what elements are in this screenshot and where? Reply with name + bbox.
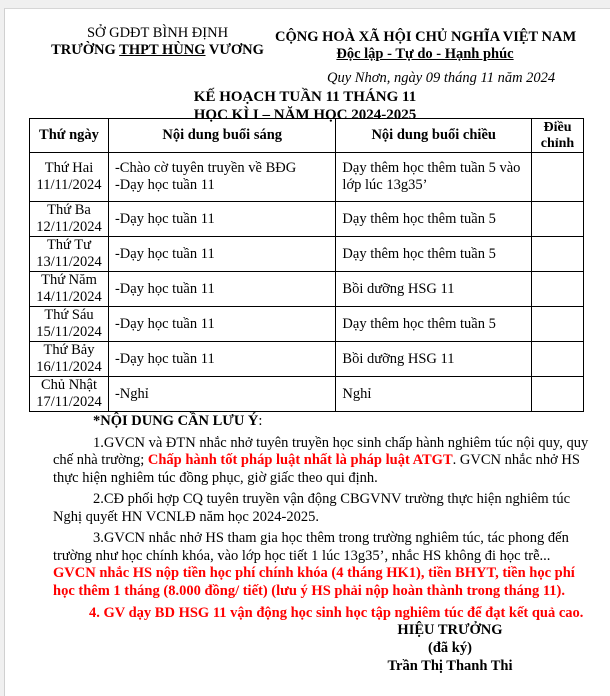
day-cell bbox=[30, 202, 109, 237]
signature-block bbox=[335, 621, 565, 675]
table-row bbox=[30, 377, 584, 412]
national-motto: Độc lập - Tự do - Hạnh phúc bbox=[336, 46, 514, 62]
afternoon-item: Dạy thêm học thêm tuần 5 vào bbox=[342, 160, 521, 176]
day-cell bbox=[30, 272, 109, 307]
school-name-text: TRƯỜNG THPT HÙNG VƯƠNG bbox=[51, 42, 264, 58]
morning-cell: -Dạy học tuần 11 bbox=[108, 272, 335, 307]
adjustment-cell bbox=[531, 272, 583, 307]
column-header-adjustment: Điều chỉnh bbox=[531, 119, 583, 153]
afternoon-cell: Dạy thêm học thêm tuần 5 bbox=[336, 237, 532, 272]
afternoon-cell: Dạy thêm học thêm tuần 5 bbox=[336, 202, 532, 237]
afternoon-cell: Bồi dưỡng HSG 11 bbox=[336, 342, 532, 377]
day-date: 17/11/2024 bbox=[36, 394, 102, 410]
note-1-highlight: Chấp hành tốt pháp luật nhất là pháp luật ATGT bbox=[147, 452, 453, 468]
day-name: Thứ Tư bbox=[46, 237, 91, 253]
plan-title-line1: KẾ HOẠCH TUẦN 11 THÁNG 11 bbox=[193, 89, 417, 105]
morning-cell: -Dạy học tuần 11 bbox=[108, 237, 335, 272]
morning-item: -Dạy học tuần 11 bbox=[114, 177, 215, 193]
day-name: Thứ Bảy bbox=[43, 342, 95, 358]
signature-status: (đã ký) bbox=[428, 640, 472, 656]
day-date: 12/11/2024 bbox=[36, 219, 102, 235]
agency-name: SỞ GDĐT BÌNH ĐỊNH bbox=[86, 25, 229, 41]
document-page bbox=[4, 8, 610, 696]
morning-cell: -Dạy học tuần 11 bbox=[108, 202, 335, 237]
day-cell bbox=[30, 377, 109, 412]
note-item-1 bbox=[53, 435, 593, 488]
day-date: 13/11/2024 bbox=[36, 254, 102, 270]
day-name: Chủ Nhật bbox=[40, 377, 97, 393]
day-name: Thứ Sáu bbox=[44, 307, 94, 323]
morning-cell: -Dạy học tuần 11 bbox=[108, 342, 335, 377]
school-name bbox=[5, 42, 310, 59]
notes-heading-text: *NỘI DUNG CẦN LƯU Ý bbox=[93, 413, 259, 429]
adjustment-cell bbox=[531, 307, 583, 342]
plan-title-line2: HỌC KÌ I – NĂM HỌC 2024-2025 bbox=[193, 107, 417, 123]
morning-item: -Chào cờ tuyên truyền về BĐG bbox=[114, 160, 297, 176]
adjustment-cell bbox=[531, 377, 583, 412]
note-item-4: 4. GV dạy BD HSG 11 vận động học sinh học tập nghiêm túc để đạt kết quả cao. bbox=[89, 605, 584, 621]
afternoon-cell bbox=[336, 153, 532, 202]
adjustment-cell bbox=[531, 342, 583, 377]
day-cell bbox=[30, 307, 109, 342]
morning-cell: -Dạy học tuần 11 bbox=[108, 307, 335, 342]
day-name: Thứ Hai bbox=[44, 160, 94, 176]
note-3-text: 3.GVCN nhắc nhở HS tham gia học thêm trong trường nghiêm túc, tác phong đến trường như học chính khóa, vào lớp học tiết 1 lúc 13g35’, nhắc HS không đi học trễ... bbox=[53, 530, 569, 564]
table-row bbox=[30, 202, 584, 237]
day-date: 16/11/2024 bbox=[36, 359, 102, 375]
morning-cell bbox=[108, 153, 335, 202]
table-row bbox=[30, 272, 584, 307]
signer-name: Trần Thị Thanh Thi bbox=[387, 658, 513, 674]
afternoon-cell: Nghỉ bbox=[336, 377, 532, 412]
note-1-text: 1.GVCN và ĐTN nhắc nhở tuyên truyền học sinh chấp hành nghiêm túc nội quy, quy chế nhà trường; bbox=[53, 434, 589, 468]
afternoon-item: lớp lúc 13g35’ bbox=[342, 177, 428, 193]
day-date: 15/11/2024 bbox=[36, 324, 102, 340]
adjustment-cell bbox=[531, 153, 583, 202]
notes-heading bbox=[53, 413, 593, 431]
note-1-text-after: . GVCN nhắc nhở HS thực hiện nghiêm túc đồng phục, giờ giấc theo qui định. bbox=[53, 452, 580, 486]
table-row bbox=[30, 342, 584, 377]
country-name: CỘNG HOÀ XÃ HỘI CHỦ NGHĨA VIỆT NAM bbox=[275, 29, 577, 45]
table-row bbox=[30, 153, 584, 202]
day-date: 14/11/2024 bbox=[36, 289, 102, 305]
notes-section bbox=[53, 413, 593, 623]
notes-heading-colon: : bbox=[258, 413, 263, 429]
note-item-3 bbox=[53, 530, 593, 600]
signer-role: HIỆU TRƯỞNG bbox=[397, 622, 503, 638]
table-row bbox=[30, 237, 584, 272]
place-date: Quy Nhơn, ngày 09 tháng 11 năm 2024 bbox=[327, 70, 556, 86]
day-cell bbox=[30, 342, 109, 377]
school-name-underlined: THPT HÙNG bbox=[119, 42, 206, 58]
column-header-afternoon: Nội dung buổi chiều bbox=[336, 119, 532, 153]
adjustment-cell bbox=[531, 202, 583, 237]
note-3-highlight: GVCN nhắc HS nộp tiền học phí chính khóa (4 tháng HK1), tiền BHYT, tiền học phí học thêm 1 tháng (8.000 đồng/ tiết) (lưu ý HS phải nộp hoàn thành trong tháng 11). bbox=[53, 565, 575, 599]
afternoon-cell: Bồi dưỡng HSG 11 bbox=[336, 272, 532, 307]
day-name: Thứ Năm bbox=[41, 272, 97, 288]
note-item-2: 2.CĐ phối hợp CQ tuyên truyền vận động CBGVNV trường thực hiện nghiêm túc Nghị quyết HN VCNLĐ năm học 2024-2025. bbox=[53, 491, 571, 525]
table-header-row bbox=[30, 119, 584, 153]
table-row bbox=[30, 307, 584, 342]
morning-cell: -Nghỉ bbox=[108, 377, 335, 412]
column-header-day: Thứ ngày bbox=[30, 119, 109, 153]
column-header-morning: Nội dung buổi sáng bbox=[108, 119, 335, 153]
national-header-block bbox=[275, 29, 575, 63]
day-cell bbox=[30, 153, 109, 202]
day-cell bbox=[30, 237, 109, 272]
adjustment-cell bbox=[531, 237, 583, 272]
afternoon-cell: Dạy thêm học thêm tuần 5 bbox=[336, 307, 532, 342]
weekly-schedule-table bbox=[29, 118, 584, 412]
day-date: 11/11/2024 bbox=[36, 177, 102, 193]
issuing-agency-block bbox=[5, 25, 310, 59]
day-name: Thứ Ba bbox=[47, 202, 91, 218]
